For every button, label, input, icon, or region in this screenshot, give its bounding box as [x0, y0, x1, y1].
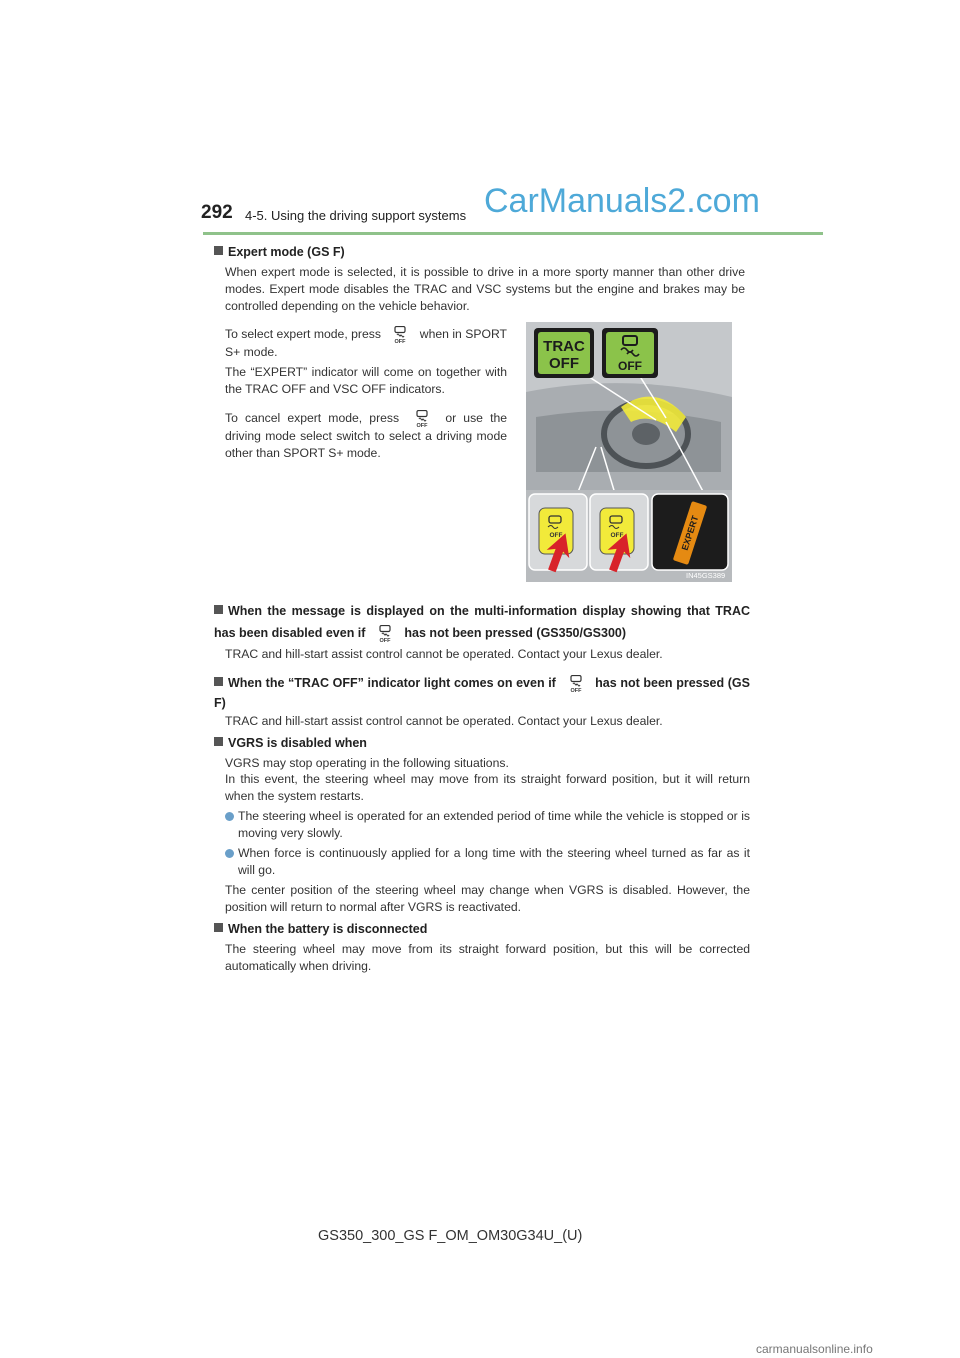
- svg-text:OFF: OFF: [570, 687, 581, 693]
- trac-off-line1: TRAC: [543, 338, 585, 355]
- vgrs-line2: In this event, the steering wheel may move from its straight forward position, but it will return when the system restarts.: [225, 772, 750, 803]
- message-section-heading: When the message is displayed on the multi-information display showing that TRAC has been disabled even if OFF has not been pressed (GS350/GS300): [214, 604, 750, 643]
- expert-mode-heading: Expert mode (GS F): [214, 243, 345, 262]
- expert-mode-intro: When expert mode is selected, it is possible to drive in a more sporty manner than other drive modes. Expert mode disables the TRAC and VSC systems but the engine and brakes may be controlled depending on the vehicle behavior.: [225, 265, 745, 313]
- vsc-off-label: OFF: [618, 359, 642, 373]
- vsc-off-icon: [373, 625, 397, 643]
- trac-off-line2: OFF: [549, 355, 579, 372]
- header-rule: [203, 232, 823, 235]
- dashboard-illustration: [526, 322, 732, 582]
- vgrs-bullet-2: When force is continuously applied for a long time with the steering wheel turned as far as it will go.: [238, 845, 750, 879]
- square-bullet-icon: [214, 737, 223, 746]
- switch-label-2: OFF: [610, 532, 624, 539]
- expert-mode-indicator-note: The “EXPERT” indicator will come on together with the TRAC OFF and VSC OFF indicators.: [225, 365, 507, 396]
- circle-bullet-icon: [225, 812, 234, 821]
- svg-text:OFF: OFF: [394, 339, 406, 344]
- square-bullet-icon: [214, 923, 223, 932]
- switch-label-1: OFF: [549, 532, 563, 539]
- battery-heading: When the battery is disconnected: [214, 920, 427, 939]
- square-bullet-icon: [214, 605, 223, 614]
- message-section-body: TRAC and hill-start assist control cannot be operated. Contact your Lexus dealer.: [225, 647, 663, 661]
- section-title: 4-5. Using the driving support systems: [245, 208, 467, 223]
- expert-mode-select: To select expert mode, press OFF when in SPORT S+ mode.: [225, 327, 507, 359]
- vgrs-line1: VGRS may stop operating in the following situations.: [225, 756, 509, 770]
- expert-mode-cancel: To cancel expert mode, press OFF or use the driving mode select switch to select a driving mode other than SPORT S+ mode.: [225, 411, 508, 460]
- square-bullet-icon: [214, 677, 223, 686]
- trac-light-heading: When the “TRAC OFF” indicator light comes on even if OFF has not been pressed (GS F): [214, 676, 750, 710]
- circle-bullet-icon: [225, 849, 234, 858]
- vsc-off-icon: [564, 675, 588, 693]
- svg-text:OFF: OFF: [379, 637, 391, 643]
- expert-mode-figure: [526, 322, 732, 582]
- footer-code: GS350_300_GS F_OM_OM30G34U_(U): [318, 1228, 583, 1244]
- square-bullet-icon: [214, 246, 223, 255]
- vgrs-bullet-1: The steering wheel is operated for an extended period of time while the vehicle is stopped or is moving very slowly.: [238, 808, 750, 842]
- page-number: 292: [201, 202, 233, 223]
- watermark-bottom: carmanualsonline.info: [756, 1342, 873, 1356]
- vsc-off-icon: [410, 410, 434, 428]
- figure-code: IN45GS389: [686, 571, 726, 580]
- expert-label: EXPERT: [679, 514, 701, 552]
- vgrs-heading: VGRS is disabled when: [214, 734, 367, 753]
- battery-body: The steering wheel may move from its straight forward position, but this will be corrected automatically when driving.: [225, 942, 750, 973]
- vsc-off-icon: [388, 326, 412, 344]
- svg-text:OFF: OFF: [416, 423, 428, 428]
- watermark-top: CarManuals2.com: [484, 182, 760, 220]
- vgrs-closing: The center position of the steering wheel may change when VGRS is disabled. However, the position will return to normal after VGRS is reactivated.: [225, 883, 750, 914]
- trac-light-body: TRAC and hill-start assist control cannot be operated. Contact your Lexus dealer.: [225, 714, 663, 728]
